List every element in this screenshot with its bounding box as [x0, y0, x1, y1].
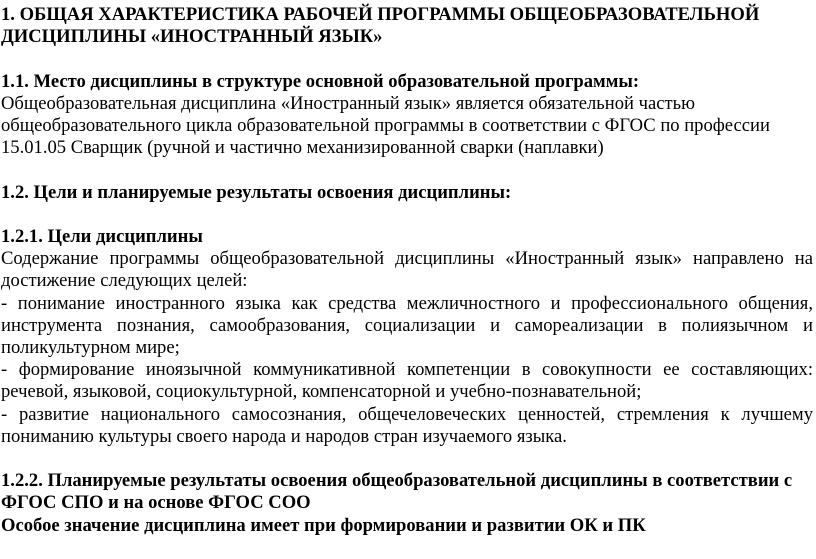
goal-item-1: - понимание иностранного языка как средства межличностного и профессионального общения, инструмента познания, самообразования, социализации и самореализации в полиязычном и поликультурном мире; [1, 292, 813, 358]
section-1-2-2-subheading: Особое значение дисциплина имеет при формировании и развитии ОК и ПК [1, 514, 646, 536]
goal-item-3: - развитие национального самосознания, общечеловеческих ценностей, стремления к лучшему пониманию культуры своего народа и народов стран изучаемого языка. [1, 403, 813, 447]
section-1-2-1-heading: 1.2.1. Цели дисциплины [1, 225, 203, 247]
section-1-2-heading: 1.2. Цели и планируемые результаты освоения дисциплины: [1, 181, 512, 203]
spacer [1, 204, 813, 226]
goals-intro: Содержание программы общеобразовательной дисциплины «Иностранный язык» направлено на достижение следующих целей: [1, 248, 813, 292]
document-page [1, 4, 813, 537]
spacer [1, 48, 813, 70]
section-1-2-2-heading: 1.2.2. Планируемые результаты освоения общеобразовательной дисциплины в соответствии с ФГОС СПО и на основе ФГОС СОО [1, 470, 793, 514]
document-title: 1. ОБЩАЯ ХАРАКТЕРИСТИКА РАБОЧЕЙ ПРОГРАММЫ ОБЩЕОБРАЗОВАТЕЛЬНОЙ ДИСЦИПЛИНЫ «ИНОСТРАННЫЙ ЯЗЫК» [1, 4, 760, 48]
spacer [1, 159, 813, 181]
section-1-1-heading: 1.1. Место дисциплины в структуре основной образовательной программы: [1, 70, 640, 92]
goal-item-2: - формирование иноязычной коммуникативной компетенции в совокупности ее составляющих: речевой, языковой, социокультурной, компенсаторной и учебно-познавательной; [1, 359, 813, 403]
section-1-1-text: Общеобразовательная дисциплина «Иностранный язык» является обязательной частью общеобразовательного цикла образовательной программы в соответствии с ФГОС по профессии 15.01.05 Сварщик (ручной и частично механизированной сварки (наплавки) [1, 92, 770, 159]
spacer [1, 448, 813, 470]
